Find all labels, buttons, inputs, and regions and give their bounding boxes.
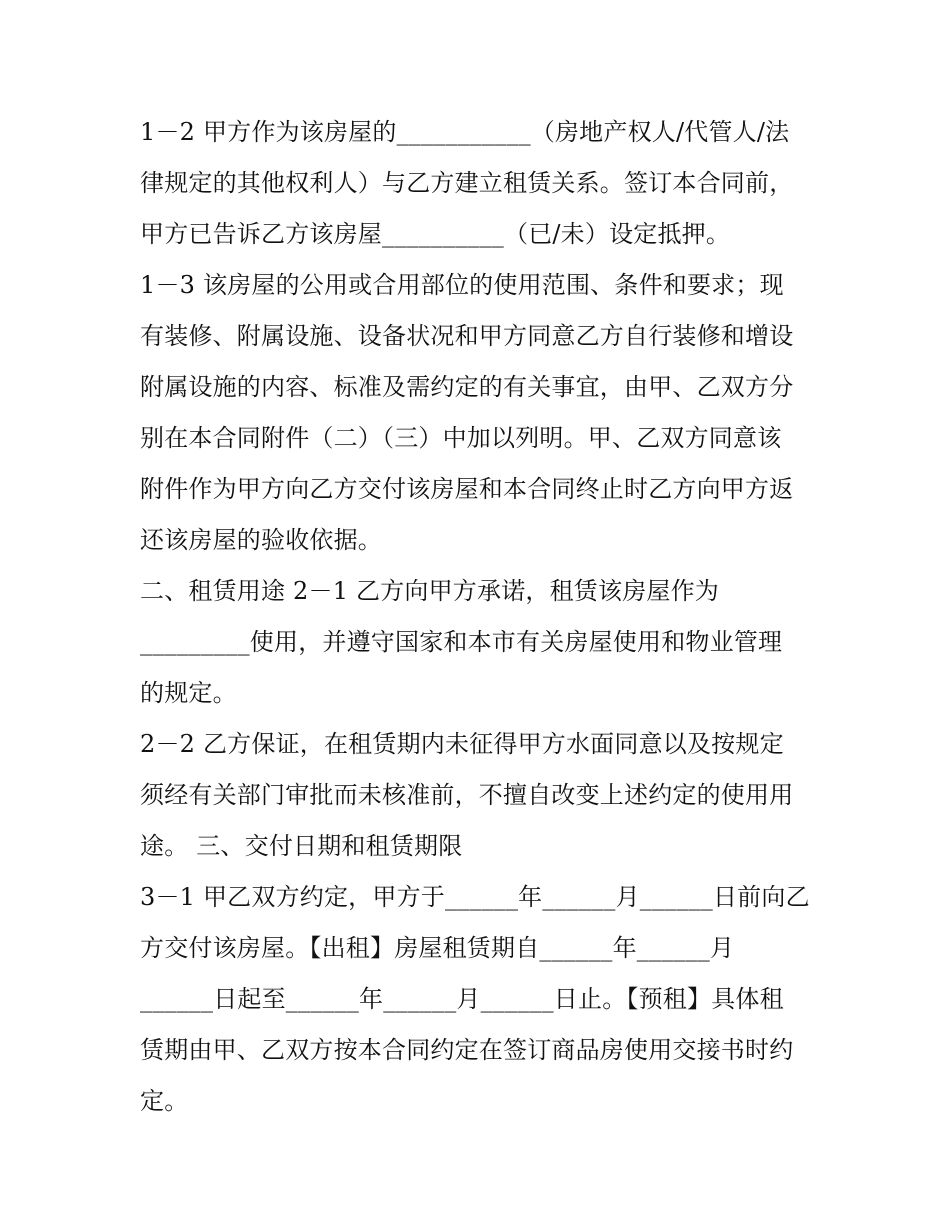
text-line: 甲方已告诉乙方该房屋__________（已/未）设定抵押。 xyxy=(140,220,731,248)
text-line: 3－1 甲乙双方约定，甲方于______年______月______日前向乙 xyxy=(140,883,810,911)
text-line: 有装修、附属设施、设备状况和甲方同意乙方自行装修和增设 xyxy=(140,322,794,350)
text-line: 二、租赁用途 2－1 乙方向甲方承诺，租赁该房屋作为 xyxy=(140,577,719,605)
text-line: 别在本合同附件（二）（三）中加以列明。甲、乙双方同意该 xyxy=(140,424,782,452)
text-line: 1－3 该房屋的公用或合用部位的使用范围、条件和要求；现 xyxy=(140,271,784,299)
text-line: 途。 三、交付日期和租赁期限 xyxy=(140,832,463,860)
text-line: 须经有关部门审批而未核准前，不擅自改变上述约定的使用用 xyxy=(140,781,794,809)
text-line: 方交付该房屋。【出租】房屋租赁期自______年______月 xyxy=(140,934,735,962)
text-line: 2－2 乙方保证，在租赁期内未征得甲方水面同意以及按规定 xyxy=(140,730,784,758)
text-line: 的规定。 xyxy=(140,679,237,707)
document-body xyxy=(140,107,820,1127)
text-line: 赁期由甲、乙双方按本合同约定在签订商品房使用交接书时约 xyxy=(140,1036,794,1064)
text-line: 律规定的其他权利人）与乙方建立租赁关系。签订本合同前， xyxy=(140,169,794,197)
text-line: 1－2 甲方作为该房屋的___________（房地产权人/代管人/法 xyxy=(140,118,790,146)
text-line: _________使用，并遵守国家和本市有关房屋使用和物业管理 xyxy=(140,628,783,656)
text-line: 附件作为甲方向乙方交付该房屋和本合同终止时乙方向甲方返 xyxy=(140,475,794,503)
text-line: 还该房屋的验收依据。 xyxy=(140,526,382,554)
text-line: 定。 xyxy=(140,1087,189,1115)
text-line: ______日起至______年______月______日止。【预租】具体租 xyxy=(140,985,784,1013)
text-line: 附属设施的内容、标准及需约定的有关事宜，由甲、乙双方分 xyxy=(140,373,794,401)
